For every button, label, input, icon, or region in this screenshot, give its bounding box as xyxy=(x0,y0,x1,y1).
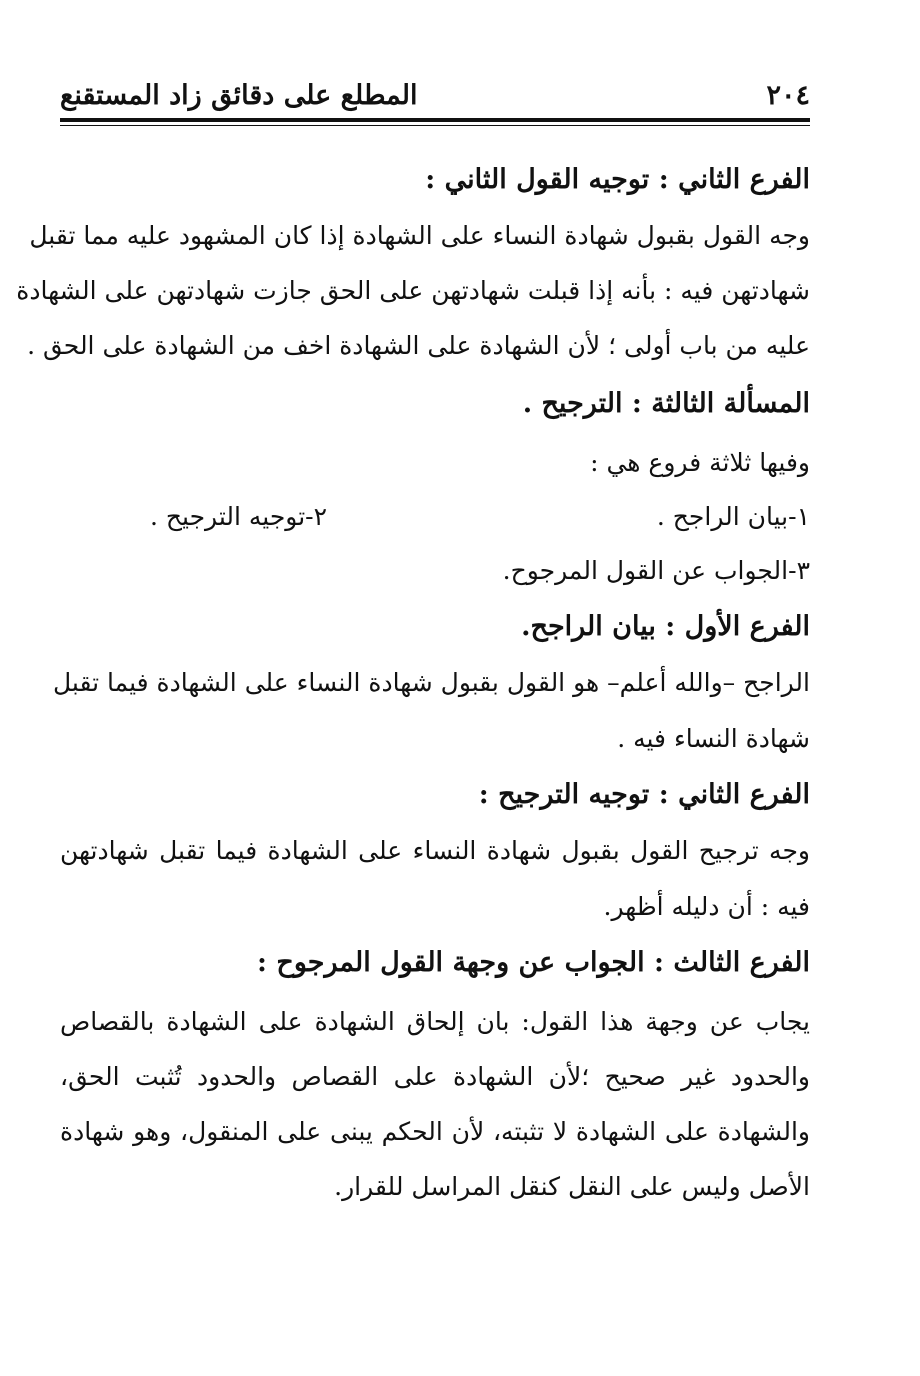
paragraph-line: وجه القول بقبول شهادة النساء على الشهادة إذا كان المشهود عليه مما تقبل xyxy=(29,221,810,250)
book-title: المطلع على دقائق زاد المستقنع xyxy=(60,80,418,111)
list-row xyxy=(60,497,810,537)
paragraph-line: يجاب عن وجهة هذا القول: بان إلحاق الشهادة على الشهادة بالقصاص xyxy=(60,1007,810,1036)
section-heading: الفرع الثاني : توجيه القول الثاني : xyxy=(425,164,810,195)
paragraph-line: عليه من باب أولى ؛ لأن الشهادة على الشهادة اخف من الشهادة على الحق . xyxy=(27,331,810,360)
list-item: ١-بيان الراجح . xyxy=(656,502,810,531)
section-heading: الفرع الأول : بيان الراجح. xyxy=(521,611,810,642)
paragraph-line: شهادتهن فيه : بأنه إذا قبلت شهادتهن على الحق جازت شهادتهن على الشهادة xyxy=(16,276,810,305)
paragraph-line: والشهادة على الشهادة لا تثبته، لأن الحكم يبنى على المنقول، وهو شهادة xyxy=(60,1117,810,1146)
list-item: ٣-الجواب عن القول المرجوح. xyxy=(502,556,810,585)
paragraph-line: الأصل وليس على النقل كنقل المراسل للقرار. xyxy=(334,1172,810,1201)
paragraph-line: الراجح –والله أعلم– هو القول بقبول شهادة النساء على الشهادة فيما تقبل xyxy=(52,668,810,697)
section-heading: الفرع الثاني : توجيه الترجيح : xyxy=(478,779,810,810)
paragraph-line: والحدود غير صحيح ؛لأن الشهادة على القصاص والحدود تُثبت الحق، xyxy=(60,1062,810,1091)
page-number: ٢٠٤ xyxy=(766,80,810,111)
paragraph-line: شهادة النساء فيه . xyxy=(617,724,810,753)
header-rule-thin xyxy=(60,125,810,126)
paragraph-line: وفيها ثلاثة فروع هي : xyxy=(590,448,810,477)
section-heading: الفرع الثالث : الجواب عن وجهة القول المرجوح : xyxy=(257,947,810,978)
section-heading: المسألة الثالثة : الترجيح . xyxy=(522,388,810,419)
list-item: ٢-توجيه الترجيح . xyxy=(150,502,328,531)
header-rule-thick xyxy=(60,118,810,122)
paragraph-line: وجه ترجيح القول بقبول شهادة النساء على الشهادة فيما تقبل شهادتهن xyxy=(60,836,810,865)
paragraph-line: فيه : أن دليله أظهر. xyxy=(603,892,810,921)
